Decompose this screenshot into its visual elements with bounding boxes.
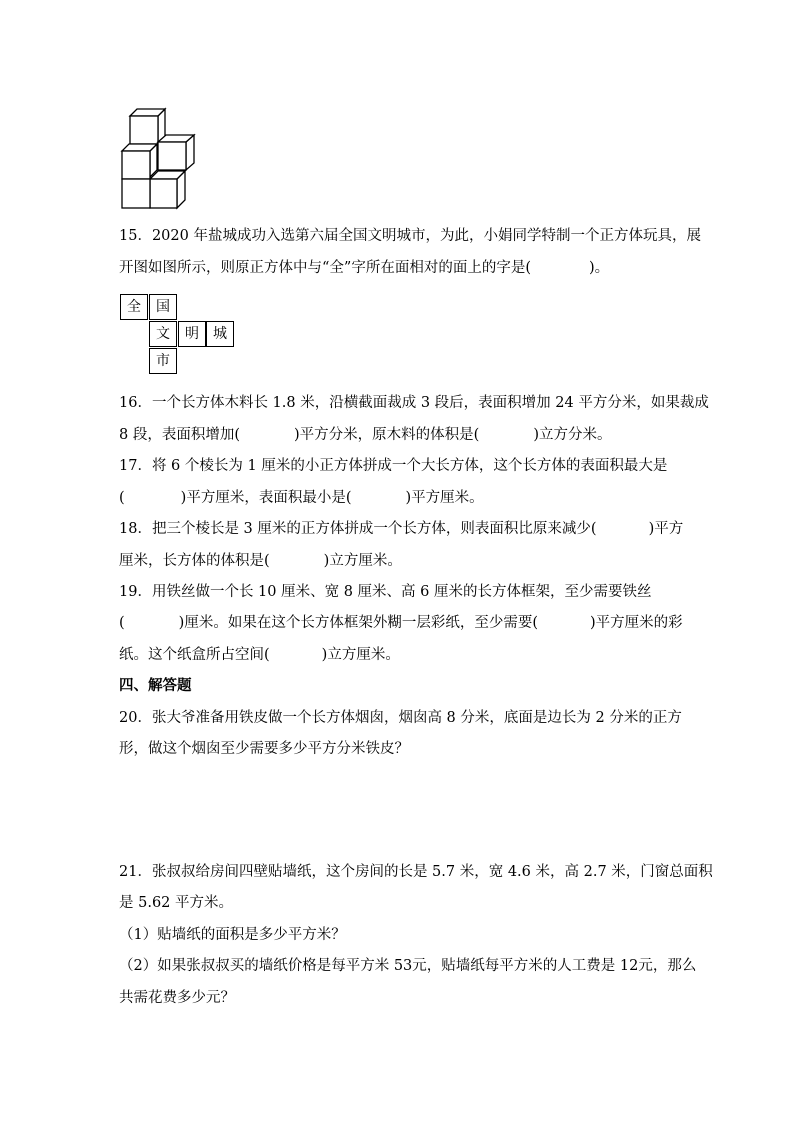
q18-text-b: )平方 [648, 521, 684, 537]
cube-stack-figure [118, 104, 200, 214]
q15-line-2 [119, 258, 609, 278]
q19-line-1: 19．用铁丝做一个长 10 厘米、宽 8 厘米、高 6 厘米的长方体框架，至少需要铁丝 [119, 584, 652, 600]
net-cell-shi: 市 [149, 348, 177, 374]
q21-line-1: 21．张叔叔给房间四壁贴墙纸，这个房间的长是 5.7 米，宽 4.6 米，高 2.7 米，门窗总面积 [119, 864, 713, 880]
q18-line-1 [119, 519, 683, 539]
net-cell-quan: 全 [120, 294, 148, 320]
q18-text-a: 18．把三个棱长是 3 厘米的正方体拼成一个长方体，则表面积比原来减少( [119, 521, 597, 537]
cube-midleft-front [122, 151, 150, 179]
q21-part-2: （2）如果张叔叔买的墙纸价格是每平方米 53元，贴墙纸每平方米的人工费是 12元，那么 [119, 958, 697, 974]
net-cell-guo: 国 [149, 294, 177, 320]
q21-line-5: 共需花费多少元？ [119, 990, 235, 1006]
net-cell-cheng: 城 [206, 321, 234, 347]
cube-botright-front [150, 179, 177, 208]
q18-text-c: 厘米，长方体的体积是( [119, 553, 270, 569]
q19-line-3 [119, 645, 400, 665]
q17-text-b: )平方厘米，表面积最小是( [180, 490, 352, 506]
cube-top-front [130, 116, 158, 144]
cube-midleft-top [122, 144, 157, 151]
q18-line-2 [119, 551, 402, 571]
q17-line-1: 17．将 6 个棱长为 1 厘米的小正方体拼成一个大长方体，这个长方体的表面积最大是 [119, 458, 668, 474]
q20-line-1: 20．张大爷准备用铁皮做一个长方体烟囱，烟囱高 8 分米，底面是边长为 2 分米的正方 [119, 710, 682, 726]
q17-text-a: ( [119, 490, 125, 506]
q21-line-2: 是 5.62 平方米。 [119, 895, 234, 911]
q21-part-1: （1）贴墙纸的面积是多少平方米？ [119, 927, 346, 943]
q19-text-e: )立方厘米。 [321, 647, 400, 663]
q19-line-2 [119, 613, 683, 633]
section-heading: 四、解答题 [119, 678, 192, 694]
q15-text-a: 开图如图所示，则原正方体中与“全”字所在面相对的面上的字是( [119, 260, 531, 276]
cube-top-top [130, 109, 165, 116]
q19-text-d: 纸。这个纸盒所占空间( [119, 647, 270, 663]
net-cell-wen: 文 [149, 321, 177, 347]
q19-text-a: ( [119, 615, 125, 631]
net-cell-ming: 明 [178, 321, 206, 347]
q16-text-b: )平方分米，原木料的体积是( [294, 427, 480, 443]
q16-line-2 [119, 425, 612, 445]
q19-text-c: )平方厘米的彩 [589, 615, 683, 631]
q15-line-1: 15．2020 年盐城成功入选第六届全国文明城市，为此，小娟同学特制一个正方体玩具，展 [119, 228, 701, 244]
q20-line-2: 形，做这个烟囱至少需要多少平方分米铁皮？ [119, 741, 409, 757]
cube-botleft-front [122, 179, 150, 208]
q19-text-b: )厘米。如果在这个长方体框架外糊一层彩纸，至少需要( [178, 615, 538, 631]
q16-text-c: )立方分米。 [533, 427, 612, 443]
q16-line-1: 16．一个长方体木料长 1.8 米，沿横截面裁成 3 段后，表面积增加 24 平方分米，如果裁成 [119, 395, 709, 411]
q16-text-a: 8 段，表面积增加( [119, 427, 240, 443]
cube-midright-front [158, 142, 186, 170]
q18-text-d: )立方厘米。 [323, 553, 402, 569]
q17-line-2 [119, 488, 484, 508]
q17-text-c: )平方厘米。 [405, 490, 484, 506]
q15-text-b: )。 [588, 260, 610, 276]
